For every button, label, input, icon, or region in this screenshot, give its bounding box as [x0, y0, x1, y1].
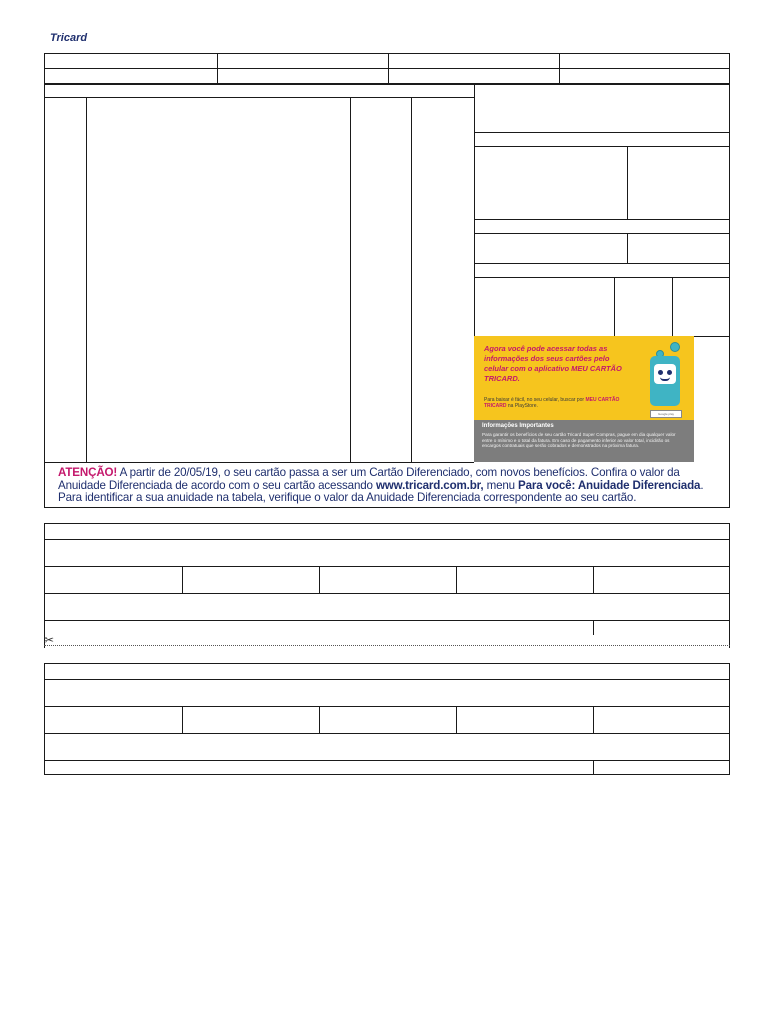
header-col-divider [559, 53, 560, 84]
statement-bottom-line [44, 462, 474, 463]
payment-slip-1 [44, 523, 730, 648]
slip-line [44, 679, 730, 680]
header-col-divider [217, 53, 218, 84]
attention-notice [58, 467, 728, 505]
summary-col-divider [614, 277, 615, 336]
info-body: Para garantir os benefícios de seu cartão Tricard Super Compras, pague em dia qualquer valor entre o mínimo e o total da fatura. Em caso de pagamento inferior ao valor total, incidirão os encargos contratuais que serão cobrados e demonstrados na próxima fatura. [482, 432, 676, 449]
promo-subtext-app: MEU CARTÃO TRICARD [484, 397, 620, 409]
attention-text-1: A partir de 20/05/19, o seu cartão passa a ser um Cartão Diferenciado, com novos benefícios. Confira o valor da [119, 466, 680, 479]
summary-col-divider [672, 277, 673, 336]
promo-subtext [484, 397, 634, 409]
statement-header-line [44, 97, 474, 98]
phone-smile [660, 377, 670, 381]
slip-col-divider [319, 566, 320, 593]
summary-line [474, 132, 730, 133]
transactions-col-divider [411, 97, 412, 462]
summary-line [474, 277, 730, 278]
attention-line-3: Para identificar a sua anuidade na tabela, verifique o valor da Anuidade Diferenciada correspondente ao seu cartão. [58, 491, 637, 505]
cut-line [44, 645, 730, 646]
coin-icon [670, 342, 680, 352]
google-play-badge[interactable]: Google play [650, 410, 682, 418]
info-title: Informações Importantes [482, 423, 554, 429]
summary-col-divider [627, 146, 628, 219]
slip-col-divider [593, 620, 594, 635]
slip-line [44, 593, 730, 594]
slip-line [44, 706, 730, 707]
slip-col-divider [456, 706, 457, 733]
summary-line [474, 233, 730, 234]
slip-line [44, 760, 730, 761]
phone-eye [667, 370, 672, 375]
attention-label: ATENÇÃO! [58, 466, 118, 479]
slip-line [44, 733, 730, 734]
important-info-box [474, 420, 694, 462]
smiling-phone-icon [650, 356, 680, 406]
phone-screen [654, 364, 676, 384]
slip-col-divider [456, 566, 457, 593]
slip-line [44, 539, 730, 540]
attention-menu: Para você: Anuidade Diferenciada [518, 478, 701, 492]
promo-headline: Agora você pode acessar todas as informações dos seus cartões pelo celular com o aplicativo MEU CARTÃO TRICARD. [484, 344, 622, 383]
header-col-divider [388, 53, 389, 84]
summary-line [474, 263, 730, 264]
tricard-logo: Tricard [50, 32, 88, 44]
promo-subtext-suffix: na PlayStore. [507, 403, 538, 409]
attention-text-3: menu [486, 478, 515, 492]
slip-col-divider [593, 760, 594, 775]
app-promo-banner [474, 336, 694, 420]
slip-line [44, 566, 730, 567]
scissors-icon: ✂ [44, 633, 55, 647]
summary-line [474, 146, 730, 147]
summary-line [474, 219, 730, 220]
slip-col-divider [182, 566, 183, 593]
slip-col-divider [593, 706, 594, 733]
summary-col-divider [627, 233, 628, 263]
slip-col-divider [593, 566, 594, 593]
transactions-col-divider [350, 97, 351, 462]
slip-col-divider [319, 706, 320, 733]
attention-period: . [700, 478, 704, 492]
attention-text-2: Anuidade Diferenciada de acordo com o seu cartão acessando [58, 478, 373, 492]
attention-url[interactable]: www.tricard.com.br, [375, 478, 484, 492]
transactions-col-divider [86, 97, 87, 462]
slip-line [44, 620, 730, 621]
phone-eye [658, 370, 663, 375]
promo-subtext-prefix: Para baixar é fácil, no seu celular, buscar por [484, 397, 585, 403]
slip-col-divider [182, 706, 183, 733]
header-row-divider [44, 68, 730, 69]
